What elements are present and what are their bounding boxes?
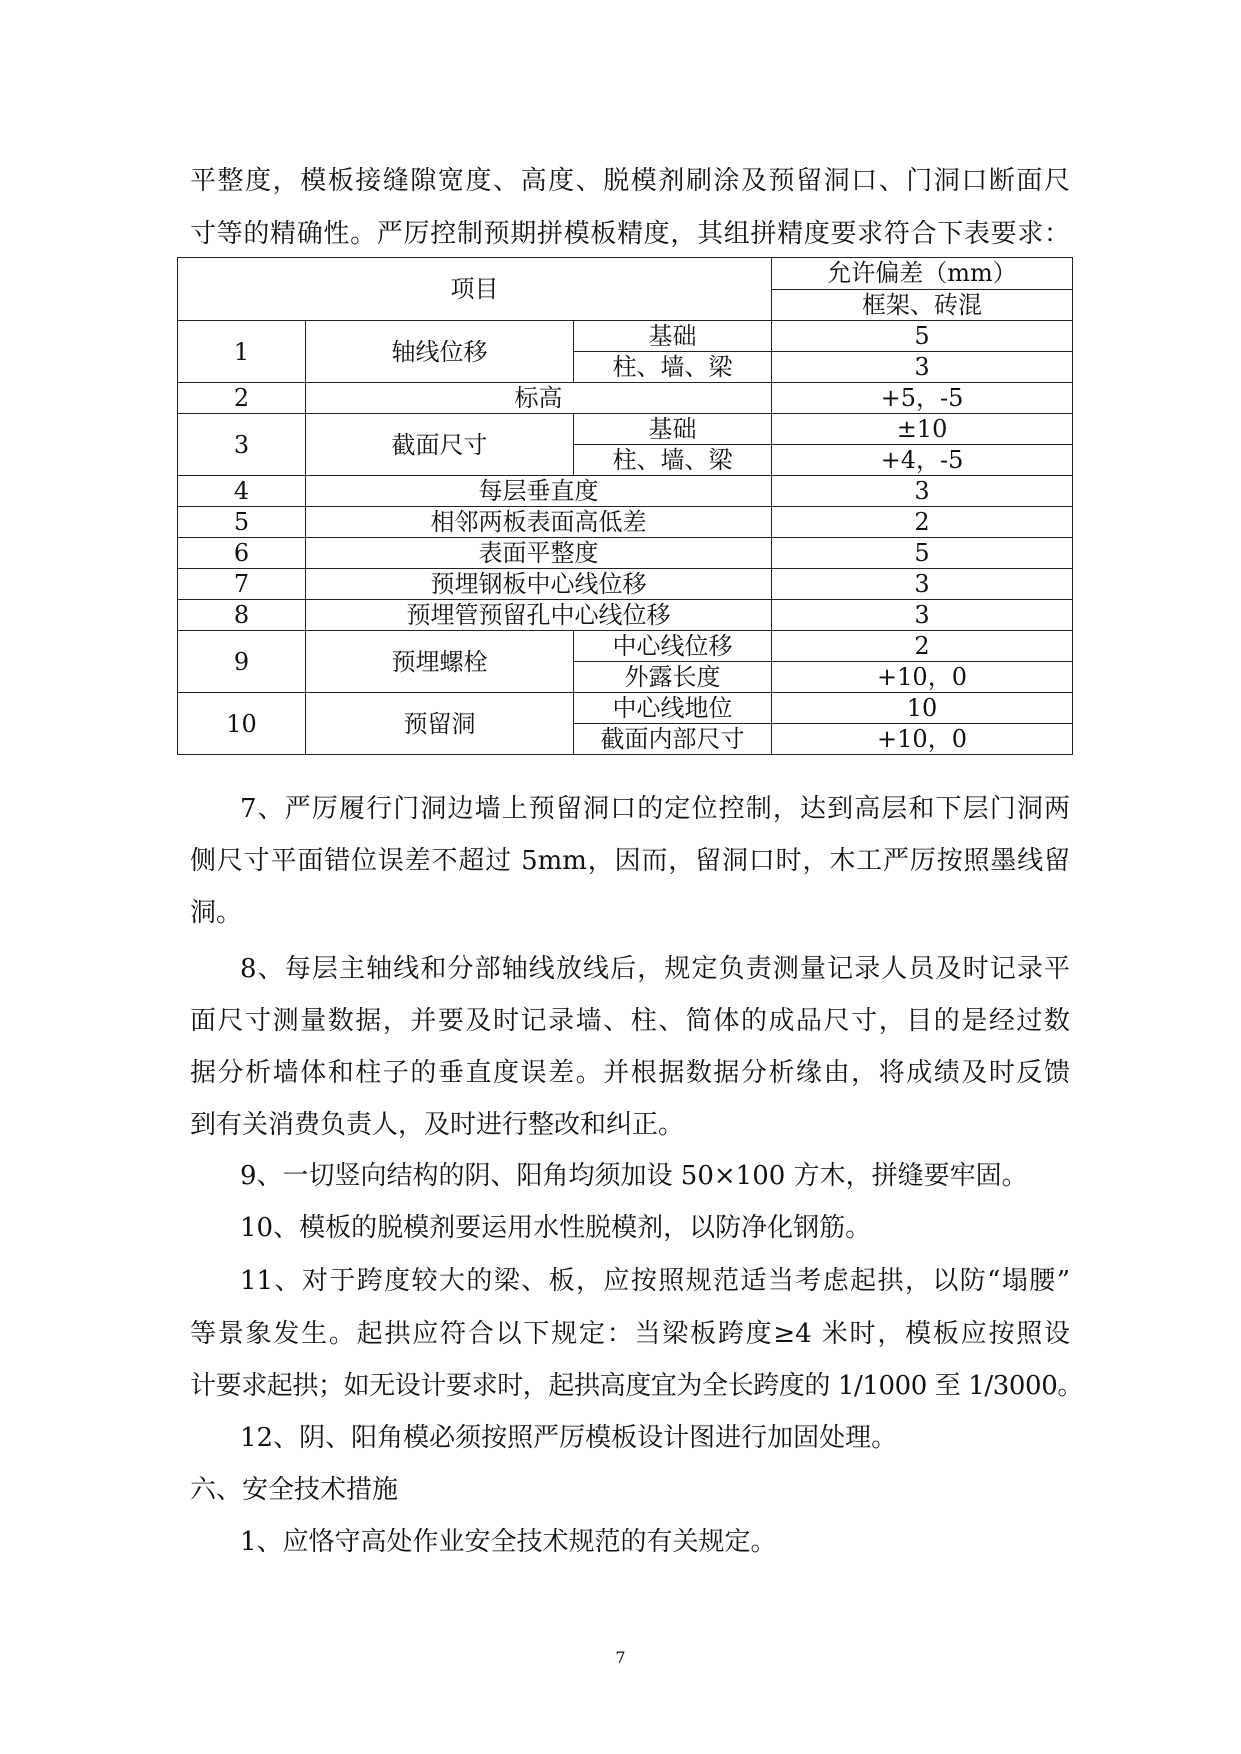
row-sub: 基础 xyxy=(574,321,772,352)
row-no: 6 xyxy=(178,538,306,569)
table-row xyxy=(178,569,1073,600)
table-row xyxy=(178,414,1073,445)
table-row xyxy=(178,383,1073,414)
table-row xyxy=(178,600,1073,631)
tolerance-table xyxy=(177,257,1073,755)
row-sub: 柱、墙、梁 xyxy=(574,445,772,476)
header-tolerance: 允许偏差（mm） xyxy=(772,258,1073,290)
row-no: 4 xyxy=(178,476,306,507)
intro-line-2: 寸等的精确性。严厉控制预期拼模板精度，其组拼精度要求符合下表要求： xyxy=(190,219,1070,249)
row-no: 2 xyxy=(178,383,306,414)
row-item: 轴线位移 xyxy=(306,321,574,383)
header-item: 项目 xyxy=(178,258,772,321)
row-value: ±10 xyxy=(772,414,1073,445)
row-sub: 截面内部尺寸 xyxy=(574,724,772,755)
para-8-line-1: 8、每层主轴线和分部轴线放线后，规定负责测量记录人员及时记录平 xyxy=(240,954,1070,984)
row-value: 3 xyxy=(772,600,1073,631)
row-sub: 外露长度 xyxy=(574,662,772,693)
table-header-row xyxy=(178,258,1073,290)
table-row xyxy=(178,321,1073,352)
table-row xyxy=(178,476,1073,507)
page-number: 7 xyxy=(615,1648,626,1667)
row-no: 8 xyxy=(178,600,306,631)
row-no: 7 xyxy=(178,569,306,600)
row-value: 3 xyxy=(772,569,1073,600)
table-row xyxy=(178,693,1073,724)
para-7-line-3: 洞。 xyxy=(190,898,243,928)
row-item: 标高 xyxy=(306,383,772,414)
row-no: 3 xyxy=(178,414,306,476)
para-7-line-1: 7、严厉履行门洞边墙上预留洞口的定位控制，达到高层和下层门洞两 xyxy=(240,794,1070,824)
row-item: 每层垂直度 xyxy=(306,476,772,507)
row-value: +4，-5 xyxy=(772,445,1073,476)
row-value: 5 xyxy=(772,321,1073,352)
row-item: 截面尺寸 xyxy=(306,414,574,476)
row-sub: 中心线位移 xyxy=(574,631,772,662)
row-value: 3 xyxy=(772,352,1073,383)
row-sub: 中心线地位 xyxy=(574,693,772,724)
row-value: 10 xyxy=(772,693,1073,724)
row-sub: 基础 xyxy=(574,414,772,445)
para-10: 10、模板的脱模剂要运用水性脱模剂，以防净化钢筋。 xyxy=(240,1213,872,1243)
row-value: 5 xyxy=(772,538,1073,569)
row-value: +5，-5 xyxy=(772,383,1073,414)
para-11-line-1: 11、对于跨度较大的梁、板，应按照规范适当考虑起拱，以防“塌腰” xyxy=(240,1266,1070,1296)
para-7-line-2: 侧尺寸平面错位误差不超过 5mm，因而，留洞口时，木工严厉按照墨线留 xyxy=(190,846,1070,876)
para-8-line-3: 据分析墙体和柱子的垂直度误差。并根据数据分析缘由，将成绩及时反馈 xyxy=(190,1058,1070,1088)
row-sub: 柱、墙、梁 xyxy=(574,352,772,383)
table-row xyxy=(178,507,1073,538)
table-row xyxy=(178,538,1073,569)
row-item: 预留洞 xyxy=(306,693,574,755)
row-value: 2 xyxy=(772,631,1073,662)
para-11-line-2: 等景象发生。起拱应符合以下规定：当梁板跨度≥4 米时，模板应按照设 xyxy=(190,1319,1070,1349)
row-item: 预埋螺栓 xyxy=(306,631,574,693)
table-row xyxy=(178,631,1073,662)
row-value: +10，0 xyxy=(772,662,1073,693)
row-no: 9 xyxy=(178,631,306,693)
intro-line-1: 平整度，模板接缝隙宽度、高度、脱模剂刷涂及预留洞口、门洞口断面尺 xyxy=(190,166,1070,196)
header-subtype: 框架、砖混 xyxy=(772,289,1073,321)
row-no: 1 xyxy=(178,321,306,383)
row-item: 预埋钢板中心线位移 xyxy=(306,569,772,600)
row-value: +10，0 xyxy=(772,724,1073,755)
row-item: 相邻两板表面高低差 xyxy=(306,507,772,538)
para-11-line-3: 计要求起拱；如无设计要求时，起拱高度宜为全长跨度的 1/1000 至 1/3000。 xyxy=(190,1371,1083,1401)
row-no: 5 xyxy=(178,507,306,538)
row-item: 预埋管预留孔中心线位移 xyxy=(306,600,772,631)
section-6-para-1: 1、应恪守高处作业安全技术规范的有关规定。 xyxy=(240,1527,777,1557)
para-8-line-2: 面尺寸测量数据，并要及时记录墙、柱、简体的成品尺寸，目的是经过数 xyxy=(190,1006,1070,1036)
para-9: 9、一切竖向结构的阴、阳角均须加设 50×100 方木，拼缝要牢固。 xyxy=(240,1161,1028,1191)
para-8-line-4: 到有关消费负责人，及时进行整改和纠正。 xyxy=(190,1110,685,1140)
para-12: 12、阴、阳角模必须按照严厉模板设计图进行加固处理。 xyxy=(240,1423,898,1453)
row-item: 表面平整度 xyxy=(306,538,772,569)
row-no: 10 xyxy=(178,693,306,755)
section-6-heading: 六、安全技术措施 xyxy=(190,1475,399,1505)
row-value: 3 xyxy=(772,476,1073,507)
row-value: 2 xyxy=(772,507,1073,538)
